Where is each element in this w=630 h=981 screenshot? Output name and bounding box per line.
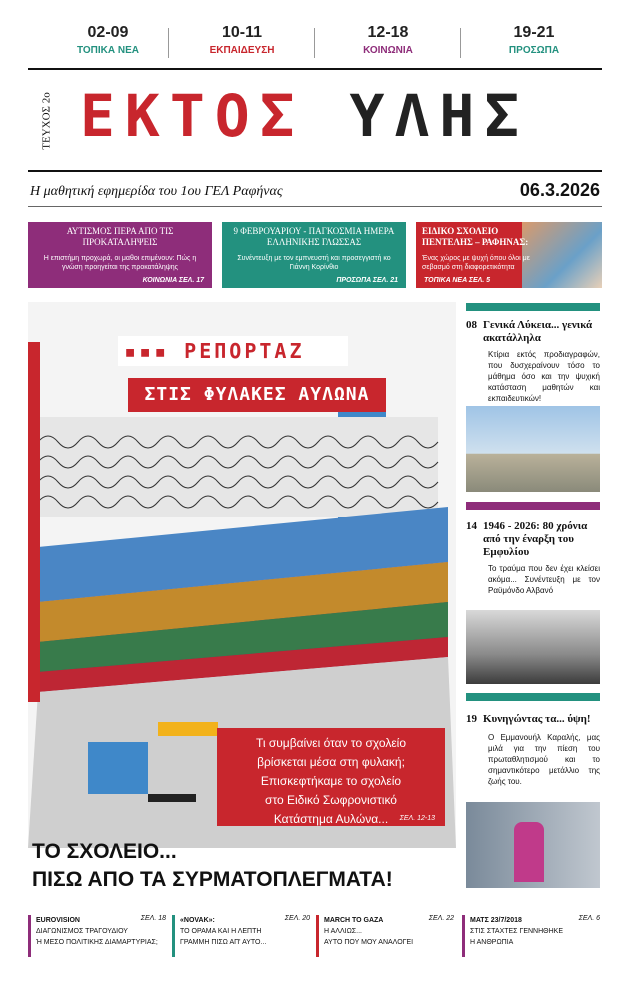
page-number: 14	[466, 520, 477, 532]
teaser-line: Η ΑΛΛΙΩΣ...	[324, 928, 362, 935]
side-story-1[interactable]	[466, 303, 600, 404]
index-pages: 02-09	[87, 24, 129, 41]
index-item-people[interactable]	[464, 24, 604, 56]
teaser-ref: ΚΟΙΝΩΝΙΑ ΣΕΛ. 17	[142, 277, 204, 284]
teaser-title: ΕΙΔΙΚΟ ΣΧΟΛΕΙΟ ΠΕΝΤΕΛΗΣ – ΡΑΦΗΝΑΣ:	[422, 226, 529, 247]
story-summary: Ο Εμμανουήλ Καραλής, μας μιλά για την πίεση του πρωταθλητισμού και το σημαντικότερο μετάλλιο της ζωής του.	[488, 733, 600, 786]
callout-line: βρίσκεται μέσα στη φυλακή;	[257, 755, 405, 769]
tagline-rule	[28, 206, 602, 207]
teaser-line: EUROVISION	[36, 917, 80, 924]
teaser-photo	[522, 222, 602, 288]
teaser-subtitle: Η επιστήμη προχωρά, οι μαθοι επιμένουν: Πώς η γνώση προηγείται της προκατάληψης	[43, 255, 197, 271]
teaser-ref: ΠΡΟΣΩΠΑ ΣΕΛ. 21	[336, 277, 398, 284]
index-item-education[interactable]	[172, 24, 312, 56]
athlete-photo	[466, 802, 600, 888]
teaser-line: Ή ΜΕΣΟ ΠΟΛΙΤΙΚΗΣ ΔΙΑΜΑΡΤΥΡΙΑΣ;	[36, 939, 158, 946]
title-word-2: ΥΛΗΣ	[349, 82, 530, 150]
accent-bar	[466, 693, 600, 701]
index-section: ΕΚΠΑΙΔΕΥΣΗ	[209, 45, 275, 56]
page-ref: ΣΕΛ. 18	[140, 915, 166, 922]
story-title: 1946 - 2026: 80 χρόνια από την έναρξη του Εμφυλίου	[483, 520, 588, 558]
masthead-rule	[28, 170, 602, 172]
page-number: 19	[466, 713, 477, 725]
teaser-line: ΔΙΑΓΩΝΙΣΜΟΣ ΤΡΑΓΟΥΔΙΟΥ	[36, 928, 128, 935]
teaser-line: ΑΥΤΟ ΠΟΥ ΜΟΥ ΑΝΑΛΟΓΕΙ	[324, 939, 414, 946]
headline-line-2: ΠΙΣΩ ΑΠΟ ΤΑ ΣΥΡΜΑΤΟΠΛΕΓΜΑΤΑ!	[32, 868, 393, 891]
page-ref: ΣΕΛ. 20	[284, 915, 310, 922]
teaser-line: ΓΡΑΜΜΗ ΠΙΣΩ ΑΠ' ΑΥΤΟ...	[180, 939, 267, 946]
index-pages: 10-11	[221, 24, 263, 41]
bottom-teaser-eurovision[interactable]	[28, 915, 166, 957]
teaser-line: ΣΤΙΣ ΣΤΑΧΤΕΣ ΓΕΝΝΗΘΗΚΕ	[470, 928, 563, 935]
index-section: ΠΡΟΣΩΠΑ	[508, 45, 560, 56]
callout-line: στο Ειδικό Σωφρονιστικό	[265, 793, 397, 807]
teaser-subtitle: Ένας χώρος με ψυχή όπου όλοι με σεβασμό στη διαφορετικότητα	[422, 255, 530, 271]
main-headline[interactable]	[32, 838, 393, 894]
side-story-2[interactable]	[466, 502, 600, 596]
teaser-greek-language[interactable]	[222, 222, 406, 288]
story-summary: Το τραύμα που δεν έχει κλείσει ακόμα... Συνέντευξη με τον Ραϋμόνδο Αλβανό	[488, 564, 600, 595]
school-building-photo	[466, 406, 600, 492]
masthead-title	[80, 82, 529, 150]
civil-war-photo	[466, 610, 600, 684]
callout-page-ref: ΣΕΛ. 12-13	[399, 815, 435, 822]
bottom-teaser-novak[interactable]	[172, 915, 310, 957]
athlete-figure	[514, 822, 544, 882]
index-pages: 12-18	[367, 24, 409, 41]
index-item-local[interactable]	[38, 24, 178, 56]
divider	[460, 28, 461, 58]
page-ref: ΣΕΛ. 6	[578, 915, 600, 922]
top-rule	[28, 68, 602, 70]
bottom-teaser-mati[interactable]	[462, 915, 600, 957]
teaser-autism[interactable]	[28, 222, 212, 288]
index-item-society[interactable]	[318, 24, 458, 56]
page-ref: ΣΕΛ. 22	[428, 915, 454, 922]
feature-subtitle: ΣΤΙΣ ΦΥΛΑΚΕΣ ΑΥΛΩΝΑ	[128, 378, 386, 412]
callout-line: Τι συμβαίνει όταν το σχολείο	[255, 736, 407, 750]
story-title: Κυνηγώντας τα... ύψη!	[483, 713, 591, 725]
teaser-special-school[interactable]	[416, 222, 602, 288]
teaser-line: ΤΟ ΟΡΑΜΑ ΚΑΙ Η ΛΕΠΤΗ	[180, 928, 262, 935]
teaser-line: ΜΑΤΣ 23/7/2018	[470, 917, 522, 924]
story-summary: Κτίρια εκτός προδιαγραφών, που δυσχεραίνουν τόσο το μάθημα όσο και την ψυχική κατάσταση μαθητών και εκπαιδευτικών!	[488, 350, 600, 403]
callout-line: Κατάστημα Αυλώνα...	[273, 812, 389, 826]
teaser-title: ΑΥΤΙΣΜΟΣ ΠΕΡΑ ΑΠΟ ΤΙΣ ΠΡΟΚΑΤΑΛΗΨΕΙΣ	[66, 226, 174, 247]
callout-line: Επισκεφτήκαμε το σχολείο	[260, 774, 402, 788]
accent-bar	[466, 303, 600, 311]
teaser-line: MARCH TO GAZA	[324, 917, 384, 924]
teaser-subtitle: Συνέντευξη με τον εμπνευστή και προσεγγιστή κο Γιάννη Κορίνθιο	[237, 255, 391, 271]
story-title: Γενικά Λύκεια... γενικά ακατάλληλα	[483, 319, 593, 344]
teaser-title: 9 ΦΕΒΡΟΥΑΡΙΟΥ - ΠΑΓΚΟΣΜΙΑ ΗΜΕΡΑ ΕΛΛΗΝΙΚΗΣ ΓΛΩΣΣΑΣ	[233, 226, 395, 247]
index-pages: 19-21	[513, 24, 555, 41]
teaser-ref: ΤΟΠΙΚΑ ΝΕΑ ΣΕΛ. 5	[424, 277, 491, 284]
feature-callout[interactable]	[217, 728, 445, 826]
headline-line-1: ΤΟ ΣΧΟΛΕΙΟ...	[32, 840, 177, 863]
issue-date: 06.3.2026	[519, 180, 600, 200]
index-section: ΚΟΙΝΩΝΙΑ	[363, 45, 413, 56]
divider	[168, 28, 169, 58]
page-number: 08	[466, 319, 477, 331]
divider	[314, 28, 315, 58]
tagline: Η μαθητική εφημερίδα του 1ου ΓΕΛ Ραφήνας	[30, 184, 283, 199]
issue-number: ΤΕΥΧΟΣ 2ο	[40, 92, 53, 150]
accent-bar	[466, 502, 600, 510]
kicker-text: ΡΕΠΟΡΤΑΖ	[184, 339, 305, 363]
title-word-1: ΕΚΤΟΣ	[80, 82, 305, 150]
teaser-line: «NOVAK»:	[180, 917, 215, 924]
bottom-teaser-gaza[interactable]	[316, 915, 454, 957]
section-kicker: ▪▪▪ ΡΕΠΟΡΤΑΖ	[118, 336, 348, 366]
teaser-line: Η ΑΝΘΡΩΠΙΑ	[470, 939, 514, 946]
index-section: ΤΟΠΙΚΑ ΝΕΑ	[76, 45, 140, 56]
side-story-3[interactable]	[466, 693, 600, 787]
